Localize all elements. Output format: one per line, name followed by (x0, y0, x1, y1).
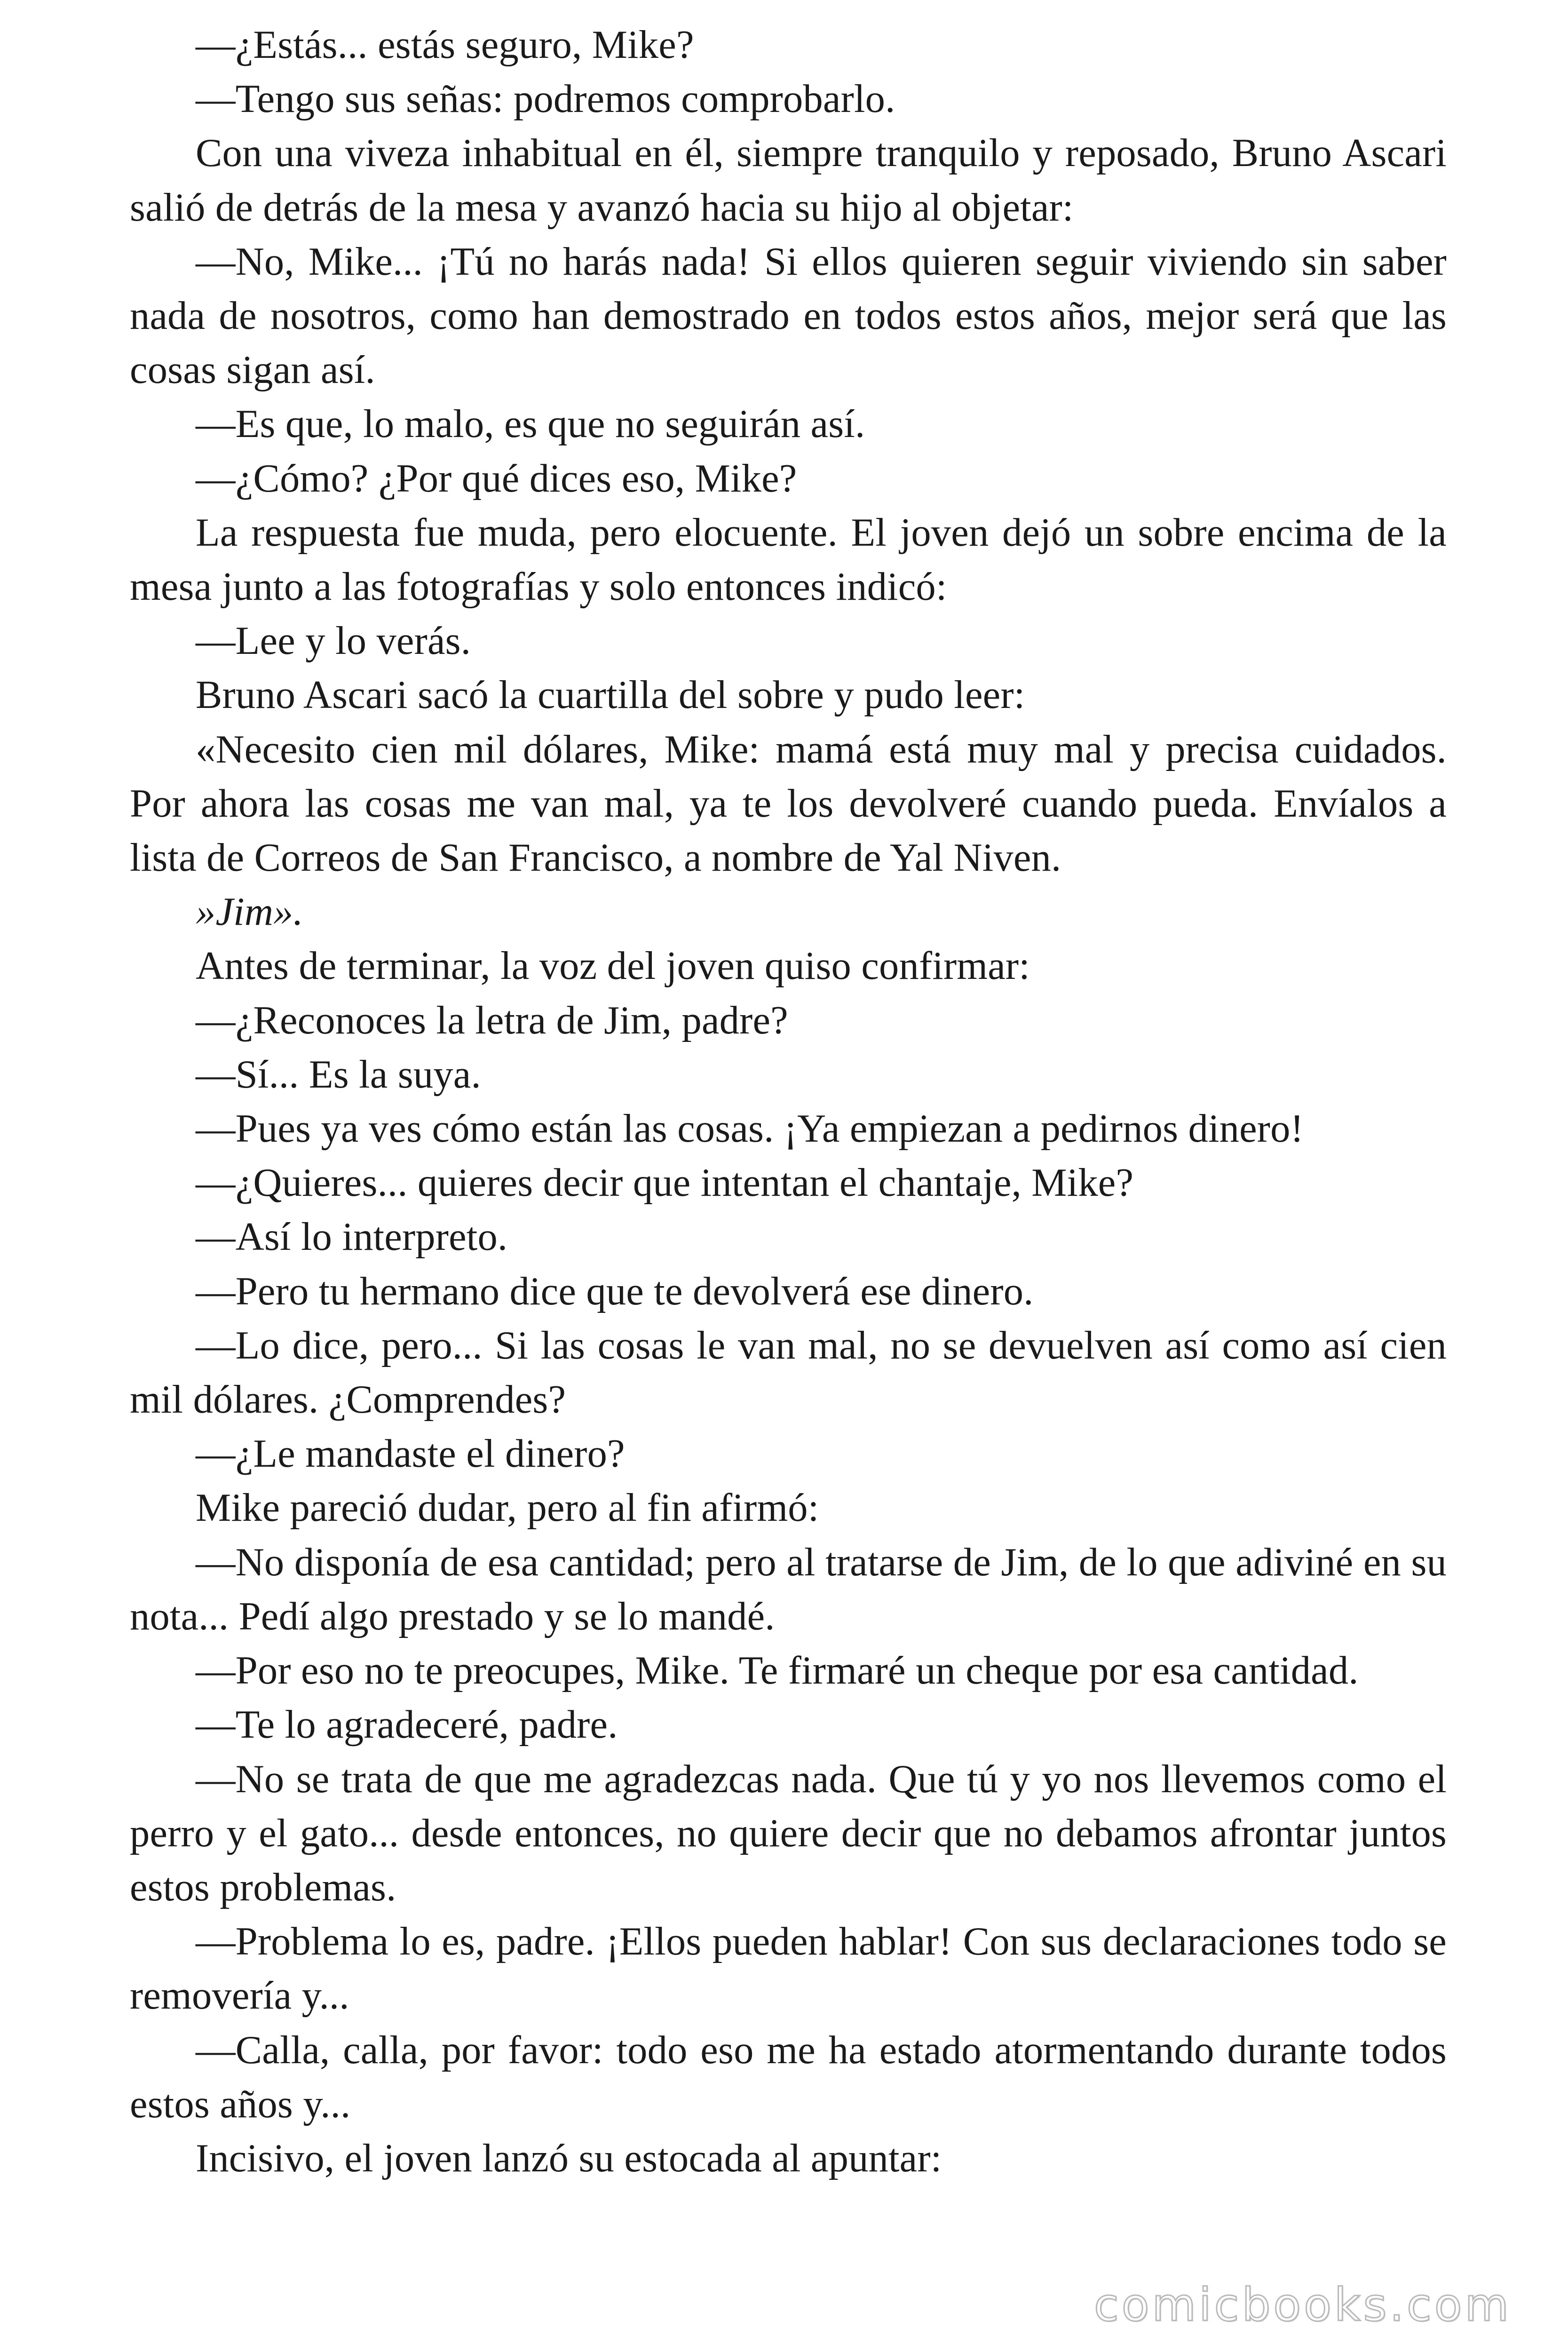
paragraph: —Pero tu hermano dice que te devolverá ese dinero. (196, 1269, 1034, 1313)
paragraph: La respuesta fue muda, pero elocuente. El joven dejó un sobre encima de la mesa junto a las fotografías y solo entonces indicó: (130, 510, 1447, 609)
paragraph: —Problema lo es, padre. ¡Ellos pueden hablar! Con sus declaraciones todo se removería y... (130, 1920, 1447, 2018)
paragraph: —Tengo sus señas: podremos comprobarlo. (196, 77, 895, 121)
paragraph: —Te lo agradeceré, padre. (196, 1703, 618, 1747)
paragraph: Bruno Ascari sacó la cuartilla del sobre y pudo leer: (196, 673, 1025, 717)
book-page-body (130, 18, 1447, 2185)
paragraph: —No se trata de que me agradezcas nada. Que tú y yo nos llevemos como el perro y el gato... desde entonces, no quiere decir que no debamos afrontar juntos estos problemas. (130, 1757, 1447, 1909)
paragraph: —¿Estás... estás seguro, Mike? (196, 23, 694, 67)
paragraph: —Por eso no te preocupes, Mike. Te firmaré un cheque por esa cantidad. (196, 1649, 1359, 1693)
letter-paragraph: «Necesito cien mil dólares, Mike: mamá está muy mal y precisa cuidados. Por ahora las cosas me van mal, ya te los devolveré cuando pueda. Envíalos a lista de Correos de San Francisco, a nombre de Yal Niven. (130, 727, 1447, 880)
paragraph: —Pues ya ves cómo están las cosas. ¡Ya empiezan a pedirnos dinero! (196, 1107, 1304, 1151)
paragraph: Incisivo, el joven lanzó su estocada al apuntar: (196, 2136, 942, 2180)
paragraph: —Sí... Es la suya. (196, 1052, 481, 1097)
paragraph: —¿Le mandaste el dinero? (196, 1432, 625, 1476)
watermark: comicbooks.com (1093, 2279, 1512, 2331)
paragraph: —No disponía de esa cantidad; pero al tratarse de Jim, de lo que adiviné en su nota... Pedí algo prestado y se lo mandé. (130, 1540, 1447, 1638)
paragraph: —Así lo interpreto. (196, 1215, 508, 1259)
paragraph: Antes de terminar, la voz del joven quiso confirmar: (196, 944, 1030, 988)
letter-signature: »Jim». (196, 890, 303, 934)
paragraph: —Es que, lo malo, es que no seguirán así. (196, 402, 865, 446)
paragraph: —¿Quieres... quieres decir que intentan el chantaje, Mike? (196, 1161, 1134, 1205)
paragraph: —Lee y lo verás. (196, 619, 471, 663)
paragraph: Con una viveza inhabitual en él, siempre tranquilo y reposado, Bruno Ascari salió de detrás de la mesa y avanzó hacia su hijo al objetar: (130, 131, 1447, 230)
paragraph: —¿Reconoces la letra de Jim, padre? (196, 998, 788, 1042)
paragraph: —No, Mike... ¡Tú no harás nada! Si ellos quieren seguir viviendo sin saber nada de nosotros, como han demostrado en todos estos años, mejor será que las cosas sigan así. (130, 239, 1447, 392)
paragraph: Mike pareció dudar, pero al fin afirmó: (196, 1486, 819, 1530)
paragraph: —Calla, calla, por favor: todo eso me ha estado atormentando durante todos estos años y... (130, 2028, 1447, 2126)
paragraph: —¿Cómo? ¿Por qué dices eso, Mike? (196, 456, 797, 501)
paragraph: —Lo dice, pero... Si las cosas le van mal, no se devuelven así como así cien mil dólares. ¿Comprendes? (130, 1323, 1447, 1422)
